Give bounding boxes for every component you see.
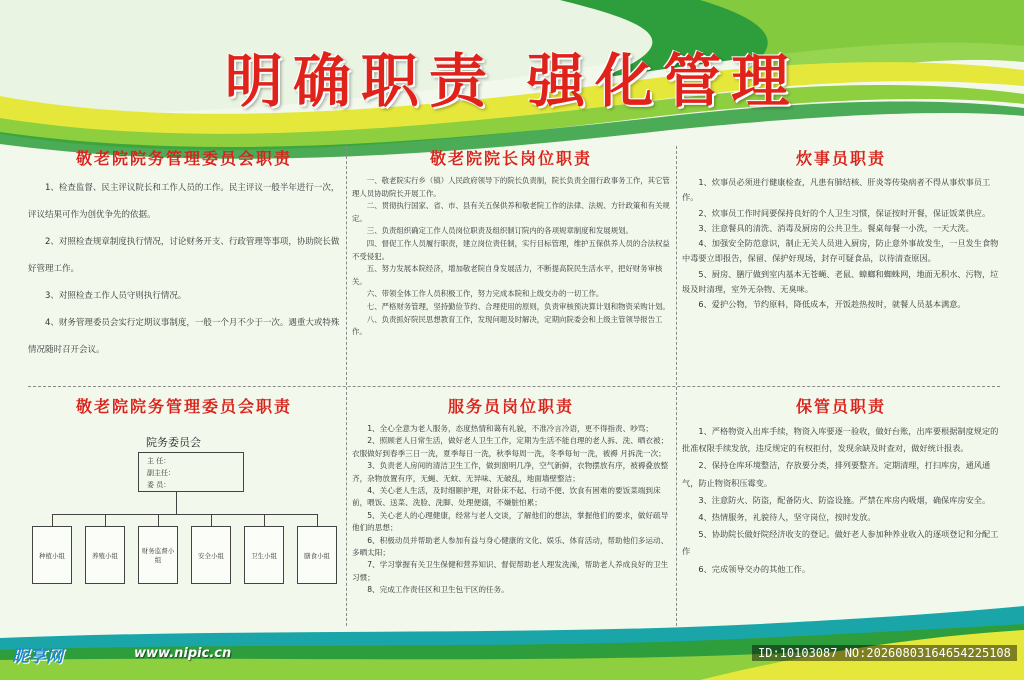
duty-item: 2、照顾老人日常生活，做好老人卫生工作，定期为生活不能自理的老人拆、洗、晒衣被；衣服做好到春季三日一洗，夏季每日一洗，秋季每周一洗，冬季每旬一洗，被褥 月拆洗一次； — [352, 436, 669, 458]
org-group: 膳食小组 — [297, 526, 337, 584]
org-connector — [52, 514, 53, 526]
duty-item: 4、加强安全防范意识，制止无关人员进入厨房，防止意外事故发生，一旦发生食物中毒要立即报告，保留、保护好现场，封存可疑食品，以待清查原因。 — [682, 238, 999, 264]
panel-committee-org — [28, 394, 340, 564]
org-connector — [158, 514, 159, 526]
duty-item: 6、爱护公物，节约原料，降低成本，开饭趁热按时，就餐人员基本满意。 — [698, 299, 966, 310]
panel-title: 敬老院院务管理委员会职责 — [75, 397, 292, 416]
duty-item: 2、对照检查规章制度执行情况，讨论财务开支、行政管理等事项，协助院长做好管理工作。 — [28, 237, 340, 274]
duty-item: 3、注意防火、防盗，配备防火、防盗设施。严禁在库房内吸烟，确保库房安全。 — [698, 494, 991, 505]
duty-item: 7、学习掌握有关卫生保健和营养知识、督促帮助老人理发洗澡，帮助老人养成良好的卫生习惯； — [352, 560, 669, 582]
org-chart-title: 院务委员会 — [146, 436, 201, 449]
duty-item: 六、带领全体工作人员积极工作，努力完成本院和上级交办的一切工作。 — [366, 289, 604, 299]
org-group: 安全小组 — [191, 526, 231, 584]
duty-item: 6、积极动员并帮助老人参加有益与身心健康的文化、娱乐、体育活动，帮助他们多运动、多晒太阳； — [352, 535, 669, 558]
duty-item: 5、协助院长做好院经济收支的登记。做好老人参加种养业收入的逐项登记和分配工作 — [682, 529, 999, 557]
duty-item: 5、厨房、膳厅做到室内基本无苍蝇、老鼠、蟑螂和蜘蛛网，地面无积水、污物，垃圾及时清理，室外无杂物、无臭味。 — [682, 268, 999, 295]
org-connector — [264, 514, 265, 526]
panel-body — [682, 175, 1000, 313]
panel-service-duties — [352, 394, 670, 597]
org-group: 种植小组 — [32, 526, 72, 584]
duty-item: 八、负责抓好院民思想教育工作，发现问题及时解决，定期向院委会和上级主管领导报告工作。 — [352, 314, 663, 337]
site-url: www.nipic.cn — [134, 646, 232, 661]
duty-item: 6、完成领导交办的其他工作。 — [698, 563, 811, 574]
panel-title: 服务员岗位职责 — [447, 397, 574, 416]
org-group: 养殖小组 — [85, 526, 125, 584]
panel-director-duties — [352, 146, 670, 339]
duty-item: 二、贯彻执行国家、省、市、县有关五保供养和敬老院工作的法律、法规、方针政策和有关规定。 — [352, 201, 670, 223]
duty-item: 4、财务管理委员会实行定期议事制度，一般一个月不少于一次。遇重大或特殊情况随时召开会议。 — [28, 318, 340, 355]
panel-body — [352, 175, 670, 339]
duty-item: 3、注意餐具的清洗、消毒及厨房的公共卫生。餐桌每餐一小洗，一天大洗。 — [698, 222, 974, 233]
site-logo: 昵享网 — [12, 647, 63, 667]
duty-item: 4、热情服务，礼貌待人，坚守岗位，按时发放。 — [698, 512, 876, 523]
panel-title: 保管员职责 — [795, 397, 886, 416]
main-title: 明确职责 强化管理 — [224, 47, 800, 115]
duty-item: 5、关心老人的心理健康，经常与老人交谈，了解他们的想法，掌握他们的要求，做好疏导他们的思想； — [352, 510, 669, 533]
org-connector — [211, 514, 212, 526]
org-group: 卫生小组 — [244, 526, 284, 584]
panel-body — [682, 423, 1000, 578]
panel-committee-duties — [28, 146, 340, 364]
panel-title: 敬老院院长岗位职责 — [429, 149, 592, 168]
duty-item: 3、对照检查工作人员守则执行情况。 — [45, 291, 187, 301]
org-connector — [176, 492, 177, 514]
duty-item: 2、炊事员工作时间要保持良好的个人卫生习惯，保证按时开餐，保证饭菜供应。 — [698, 207, 991, 218]
duty-item: 1、全心全意为老人服务，态度热情和蔼有礼貌，不准冷言冷语，更不得指责、吵骂； — [367, 424, 653, 433]
org-connector — [52, 514, 317, 515]
panel-title: 敬老院院务管理委员会职责 — [75, 149, 292, 168]
divider-horizontal — [28, 386, 1000, 387]
org-role: 委 员： — [147, 481, 171, 489]
panel-body — [28, 175, 340, 364]
duty-item: 3、负责老人房间的清洁卫生工作，做到窗明几净，空气新鲜，衣物摆放有序，被褥叠放整齐，杂物放置有序，无蝇、无蚊、无异味、无破乱，地面墙壁整洁； — [352, 461, 669, 483]
org-role: 副主任： — [147, 469, 175, 477]
panel-title: 炊事员职责 — [795, 149, 886, 168]
org-chart — [28, 434, 340, 634]
image-id-watermark: ID:10103087 NO:20260803164654225108 — [752, 645, 1017, 661]
duty-item: 2、保持仓库环境整洁，存放要分类，排列要整齐。定期清理，打扫库房，通风通气，防止物资积压霉变。 — [682, 460, 991, 488]
duty-item: 8、完成工作责任区和卫生包干区的任务。 — [367, 585, 509, 595]
org-roles-box — [138, 452, 244, 492]
panel-custodian-duties — [682, 394, 1000, 578]
duty-item: 五、努力发展本院经济，增加敬老院自身发展活力，不断提高院民生活水平，把好财务审核关。 — [352, 264, 663, 286]
panel-cook-duties — [682, 146, 1000, 313]
duty-item: 七、严格财务管理，坚持勤俭节约、合理使用的原则，负责审核预决算计划和物资采购计划。 — [366, 301, 670, 311]
duty-item: 一、敬老院实行乡（镇）人民政府领导下的院长负责制，院长负责全面行政事务工作，其它管理人员协助院长开展工作。 — [352, 176, 670, 198]
duty-item: 1、炊事员必须进行健康检查，凡患有肺结核、肝炎等传染病者不得从事炊事员工作。 — [682, 177, 991, 203]
org-connector — [317, 514, 318, 526]
duty-item: 1、严格物资入出库手续，物资入库要逐一验收，做好台账，出库要根据制度规定的批准权限手续发放，违反规定的有权拒付，发现余缺及时查对，做好统计报表。 — [682, 426, 999, 454]
duty-item: 4、关心老人生活，及时细颐护理，对卧床不起、行动不便、饮食有困难的要饭菜端到床前，喂饭、送菜、洗脸、洗脚、处理便溺，不嫌脏怕累； — [352, 486, 661, 508]
org-group: 财务监督小组 — [138, 526, 178, 584]
duty-item: 三、负责组织确定工作人员岗位职责及组织制订院内的各项规章制度和发展规划。 — [366, 226, 633, 236]
duty-item: 四、督促工作人员履行职责，建立岗位责任制，实行目标管理，维护五保供养人员的合法权益不受侵犯。 — [352, 238, 670, 261]
panel-body — [352, 423, 670, 597]
org-connector — [105, 514, 106, 526]
org-role: 主 任： — [147, 457, 171, 465]
duty-item: 1、检查监督、民主评议院长和工作人员的工作。民主评议一般半年进行一次，评议结果可作为创优争先的依据。 — [28, 183, 340, 220]
